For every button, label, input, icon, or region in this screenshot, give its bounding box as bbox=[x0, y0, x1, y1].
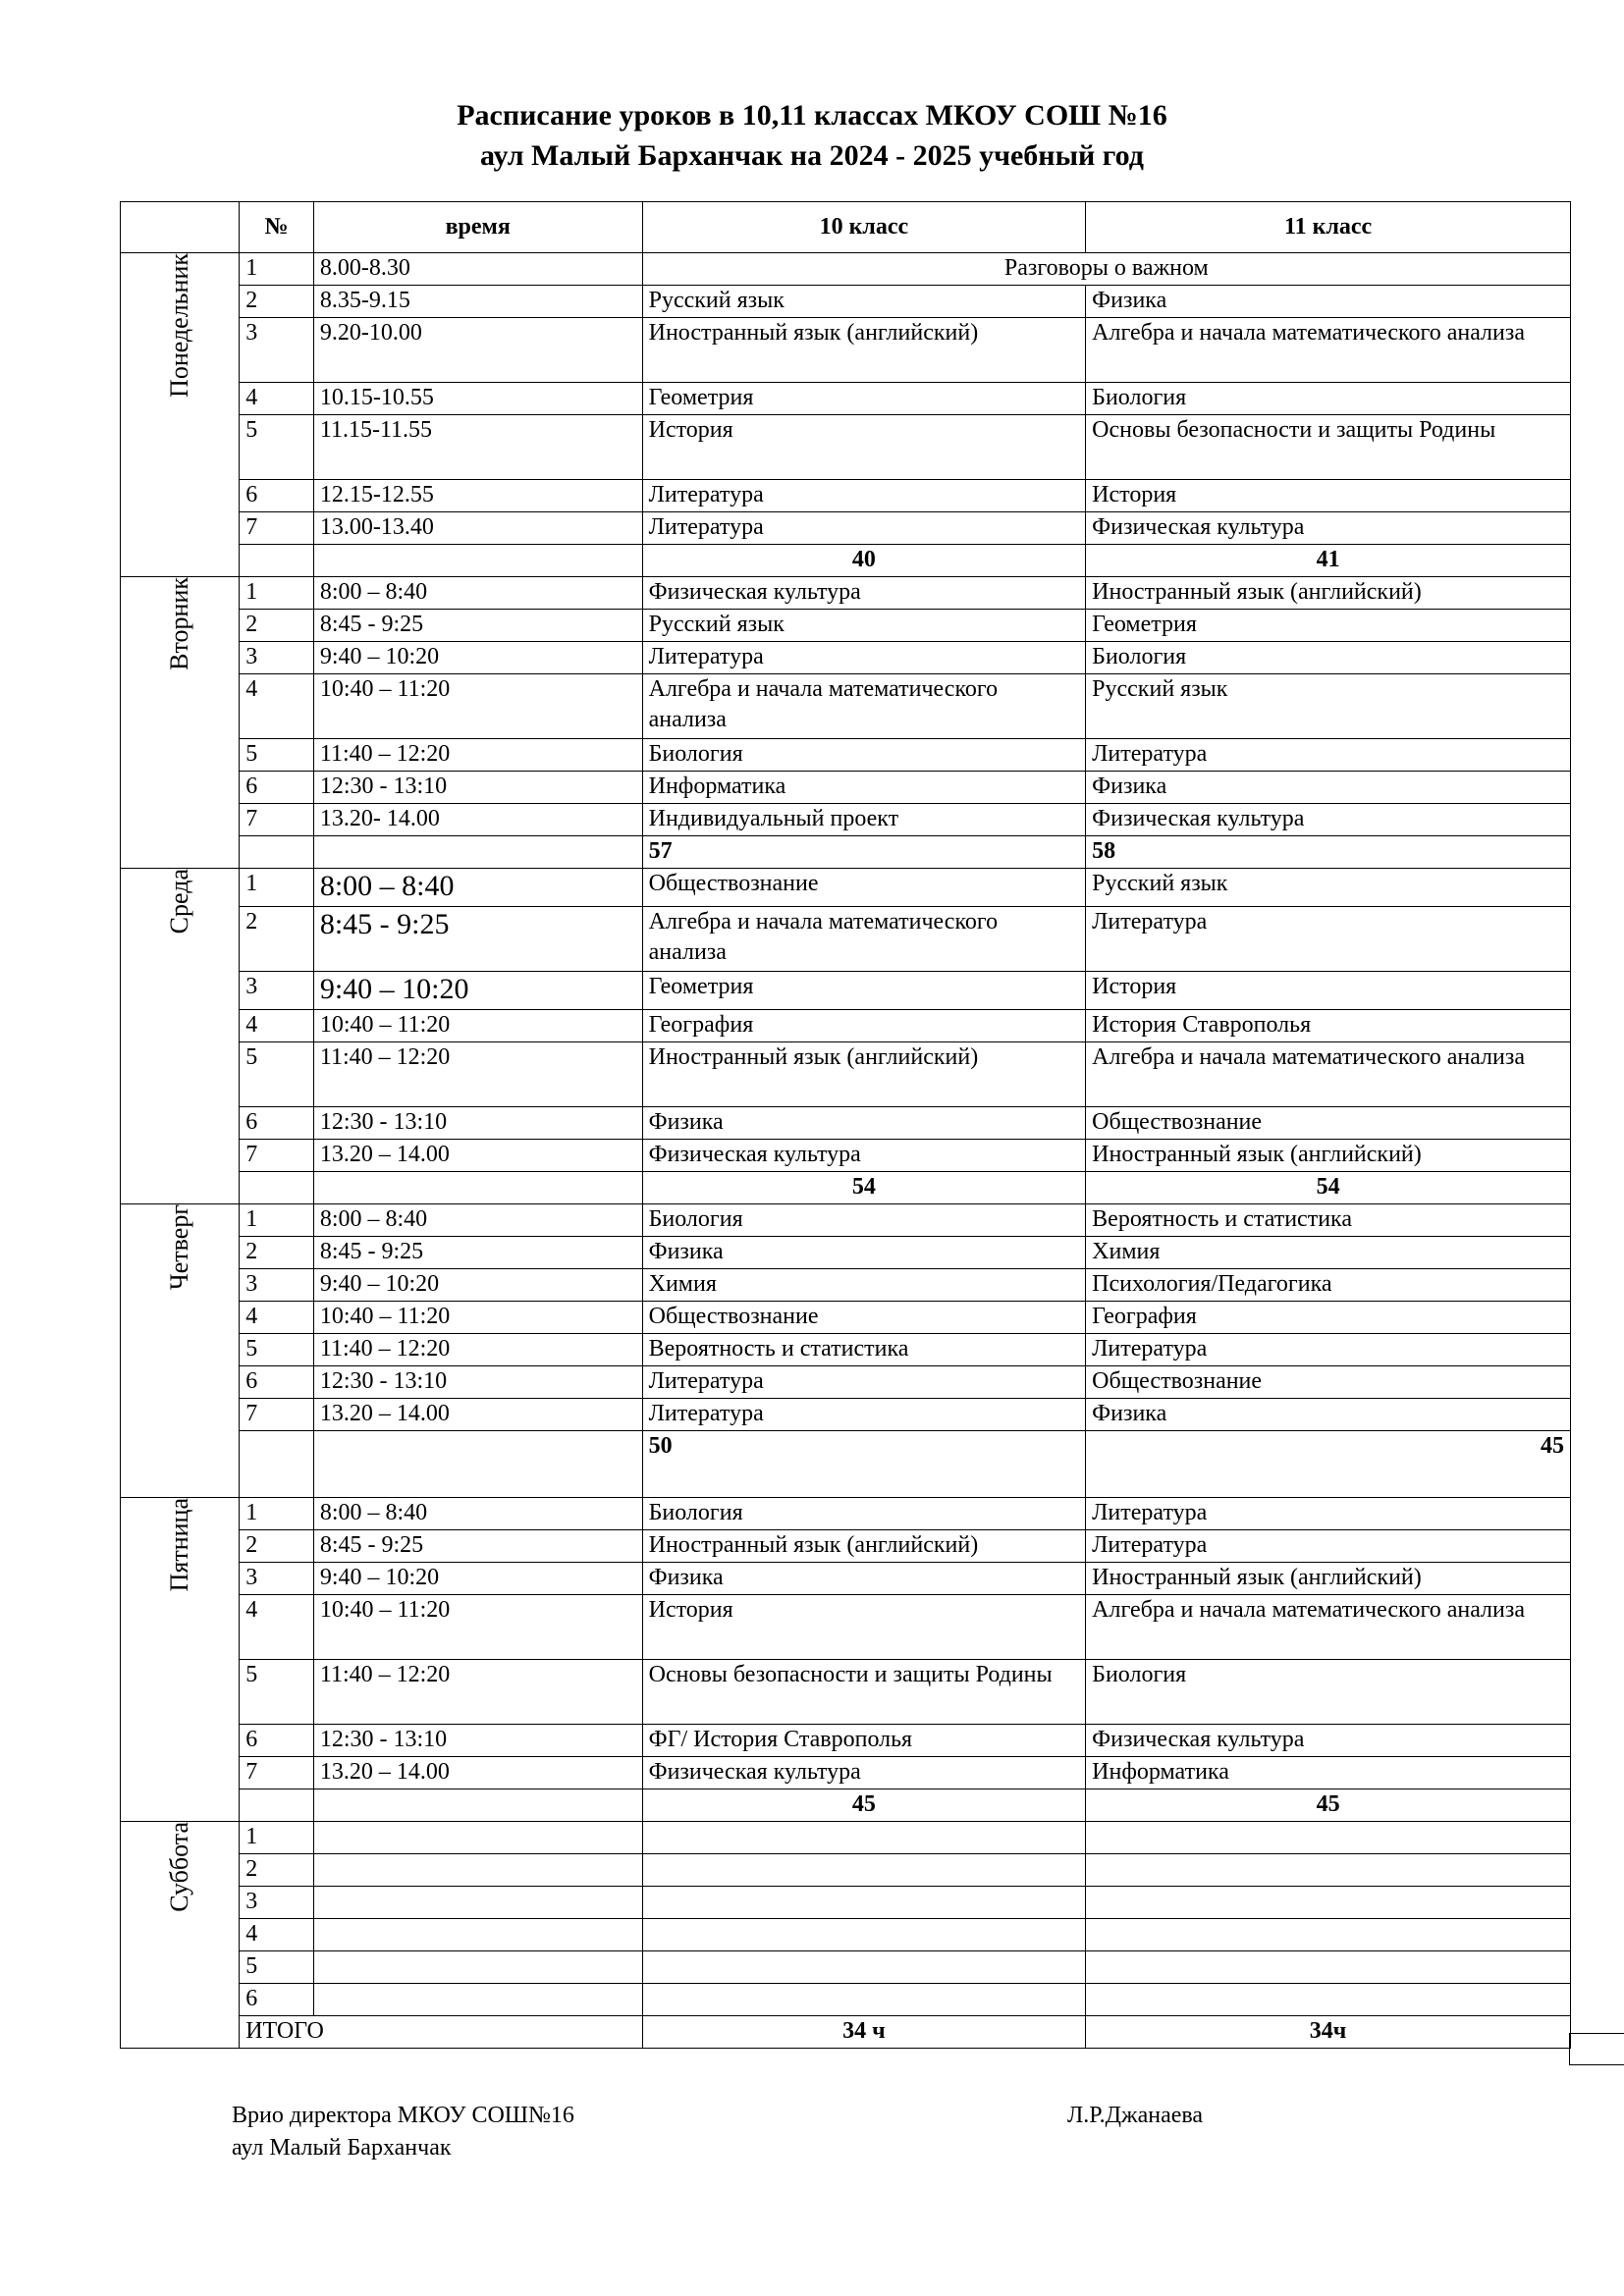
subject-class-11: Иностранный язык (английский) bbox=[1086, 1563, 1571, 1595]
subject-class-10: История bbox=[642, 415, 1086, 480]
empty-cell bbox=[1086, 1951, 1571, 1984]
subject-class-11: Литература bbox=[1086, 739, 1571, 772]
header-class-11: 11 класс bbox=[1086, 202, 1571, 253]
total-class-10: 40 bbox=[642, 545, 1086, 577]
subject-class-11: Биология bbox=[1086, 383, 1571, 415]
empty-cell bbox=[313, 1822, 642, 1854]
lesson-time: 9:40 – 10:20 bbox=[313, 1269, 642, 1302]
lesson-number: 2 bbox=[240, 1854, 314, 1887]
lesson-number: 4 bbox=[240, 1010, 314, 1042]
subject-class-11: Литература bbox=[1086, 907, 1571, 972]
total-row bbox=[121, 836, 1571, 869]
schedule-table bbox=[120, 201, 1571, 2049]
table-row bbox=[121, 1237, 1571, 1269]
subject-class-10: Биология bbox=[642, 1498, 1086, 1530]
subject-class-10: ФГ/ История Ставрополья bbox=[642, 1725, 1086, 1757]
joint-lesson: Разговоры о важном bbox=[642, 253, 1570, 286]
itogo-class-10: 34 ч bbox=[642, 2016, 1086, 2049]
lesson-time: 13.20 – 14.00 bbox=[313, 1399, 642, 1431]
signature-position-line-2: аул Малый Барханчак bbox=[232, 2135, 452, 2161]
lesson-number: 1 bbox=[240, 253, 314, 286]
subject-class-10: Информатика bbox=[642, 772, 1086, 804]
table-row bbox=[121, 1042, 1571, 1107]
lesson-time: 9:40 – 10:20 bbox=[313, 1563, 642, 1595]
lesson-number: 5 bbox=[240, 739, 314, 772]
table-row bbox=[121, 674, 1571, 739]
lesson-number: 6 bbox=[240, 772, 314, 804]
table-row bbox=[121, 610, 1571, 642]
table-row bbox=[121, 383, 1571, 415]
lesson-number: 1 bbox=[240, 1204, 314, 1237]
subject-class-10: Иностранный язык (английский) bbox=[642, 1530, 1086, 1563]
empty-cell bbox=[1086, 1984, 1571, 2016]
total-empty bbox=[240, 836, 314, 869]
itogo-row bbox=[121, 2016, 1571, 2049]
table-row bbox=[121, 1302, 1571, 1334]
subject-class-11: Информатика bbox=[1086, 1757, 1571, 1789]
empty-cell bbox=[642, 1919, 1086, 1951]
subject-class-10: Литература bbox=[642, 642, 1086, 674]
subject-class-10: Физика bbox=[642, 1563, 1086, 1595]
table-row bbox=[121, 642, 1571, 674]
lesson-number: 7 bbox=[240, 1757, 314, 1789]
lesson-number: 4 bbox=[240, 383, 314, 415]
subject-class-11: Алгебра и начала математического анализа bbox=[1086, 1595, 1571, 1660]
day-cell-friday bbox=[121, 1498, 240, 1822]
lesson-time: 10.15-10.55 bbox=[313, 383, 642, 415]
subject-class-11: Литература bbox=[1086, 1334, 1571, 1366]
lesson-time: 8:00 – 8:40 bbox=[313, 1204, 642, 1237]
header-class-10: 10 класс bbox=[642, 202, 1086, 253]
subject-class-11: История bbox=[1086, 480, 1571, 512]
table-row bbox=[121, 1269, 1571, 1302]
empty-cell bbox=[313, 1919, 642, 1951]
table-row bbox=[121, 1107, 1571, 1140]
stray-table-cell bbox=[1569, 2033, 1624, 2065]
lesson-number: 4 bbox=[240, 674, 314, 739]
subject-class-11: Алгебра и начала математического анализа bbox=[1086, 318, 1571, 383]
lesson-time: 12:30 - 13:10 bbox=[313, 1725, 642, 1757]
lesson-number: 3 bbox=[240, 1563, 314, 1595]
lesson-time: 9.20-10.00 bbox=[313, 318, 642, 383]
subject-class-10: Основы безопасности и защиты Родины bbox=[642, 1660, 1086, 1725]
table-row bbox=[121, 253, 1571, 286]
lesson-number: 5 bbox=[240, 415, 314, 480]
lesson-number: 2 bbox=[240, 610, 314, 642]
itogo-label: ИТОГО bbox=[240, 2016, 642, 2049]
lesson-number: 5 bbox=[240, 1951, 314, 1984]
total-class-11: 54 bbox=[1086, 1172, 1571, 1204]
subject-class-10: Литература bbox=[642, 512, 1086, 545]
subject-class-11: Биология bbox=[1086, 642, 1571, 674]
subject-class-11: География bbox=[1086, 1302, 1571, 1334]
total-empty bbox=[240, 1789, 314, 1822]
subject-class-11: Обществознание bbox=[1086, 1107, 1571, 1140]
subject-class-10: Иностранный язык (английский) bbox=[642, 318, 1086, 383]
day-label: Вторник bbox=[165, 577, 194, 670]
total-row bbox=[121, 545, 1571, 577]
table-row bbox=[121, 1366, 1571, 1399]
lesson-time: 13.00-13.40 bbox=[313, 512, 642, 545]
total-class-11: 45 bbox=[1086, 1789, 1571, 1822]
table-row bbox=[121, 415, 1571, 480]
lesson-number: 1 bbox=[240, 577, 314, 610]
subject-class-10: Русский язык bbox=[642, 286, 1086, 318]
table-row bbox=[121, 1660, 1571, 1725]
lesson-time: 11:40 – 12:20 bbox=[313, 1660, 642, 1725]
subject-class-11: Биология bbox=[1086, 1660, 1571, 1725]
total-empty bbox=[313, 1789, 642, 1822]
empty-cell bbox=[1086, 1887, 1571, 1919]
table-row bbox=[121, 739, 1571, 772]
lesson-time: 12.15-12.55 bbox=[313, 480, 642, 512]
lesson-time: 13.20 – 14.00 bbox=[313, 1140, 642, 1172]
total-empty bbox=[313, 836, 642, 869]
title-line-1: Расписание уроков в 10,11 классах МКОУ СОШ №16 bbox=[457, 99, 1167, 132]
total-row bbox=[121, 1431, 1571, 1498]
empty-cell bbox=[1086, 1919, 1571, 1951]
header-empty-cell bbox=[121, 202, 240, 253]
subject-class-11: Физика bbox=[1086, 286, 1571, 318]
subject-class-10: Литература bbox=[642, 1366, 1086, 1399]
empty-cell bbox=[313, 1854, 642, 1887]
header-num: № bbox=[240, 202, 314, 253]
empty-cell bbox=[313, 1887, 642, 1919]
lesson-time: 9:40 – 10:20 bbox=[313, 972, 642, 1010]
subject-class-10: Русский язык bbox=[642, 610, 1086, 642]
table-row bbox=[121, 577, 1571, 610]
subject-class-10: Физическая культура bbox=[642, 577, 1086, 610]
lesson-time: 11:40 – 12:20 bbox=[313, 1334, 642, 1366]
header-time: время bbox=[313, 202, 642, 253]
subject-class-10: Геометрия bbox=[642, 972, 1086, 1010]
empty-cell bbox=[1086, 1854, 1571, 1887]
lesson-number: 7 bbox=[240, 804, 314, 836]
lesson-number: 5 bbox=[240, 1660, 314, 1725]
table-row bbox=[121, 1887, 1571, 1919]
table-row bbox=[121, 1951, 1571, 1984]
subject-class-10: Биология bbox=[642, 739, 1086, 772]
total-class-10: 50 bbox=[642, 1431, 1086, 1498]
subject-class-11: Физическая культура bbox=[1086, 804, 1571, 836]
lesson-number: 7 bbox=[240, 512, 314, 545]
table-row bbox=[121, 1563, 1571, 1595]
table-row bbox=[121, 1498, 1571, 1530]
lesson-number: 4 bbox=[240, 1919, 314, 1951]
lesson-time: 11.15-11.55 bbox=[313, 415, 642, 480]
subject-class-10: История bbox=[642, 1595, 1086, 1660]
lesson-time: 13.20 – 14.00 bbox=[313, 1757, 642, 1789]
lesson-number: 6 bbox=[240, 1107, 314, 1140]
subject-class-11: История Ставрополья bbox=[1086, 1010, 1571, 1042]
subject-class-10: Геометрия bbox=[642, 383, 1086, 415]
lesson-number: 1 bbox=[240, 869, 314, 907]
total-empty bbox=[313, 1431, 642, 1498]
table-row bbox=[121, 1725, 1571, 1757]
subject-class-11: Иностранный язык (английский) bbox=[1086, 1140, 1571, 1172]
table-row bbox=[121, 1334, 1571, 1366]
day-cell-saturday bbox=[121, 1822, 240, 2049]
lesson-number: 1 bbox=[240, 1822, 314, 1854]
subject-class-11: Литература bbox=[1086, 1498, 1571, 1530]
lesson-number: 3 bbox=[240, 1269, 314, 1302]
subject-class-11: Психология/Педагогика bbox=[1086, 1269, 1571, 1302]
subject-class-11: Геометрия bbox=[1086, 610, 1571, 642]
empty-cell bbox=[642, 1951, 1086, 1984]
day-label: Четверг bbox=[165, 1204, 194, 1291]
lesson-number: 6 bbox=[240, 1725, 314, 1757]
day-cell-tuesday bbox=[121, 577, 240, 869]
lesson-time: 11:40 – 12:20 bbox=[313, 1042, 642, 1107]
day-cell-thursday bbox=[121, 1204, 240, 1498]
lesson-time: 8:00 – 8:40 bbox=[313, 577, 642, 610]
lesson-number: 1 bbox=[240, 1498, 314, 1530]
lesson-time: 11:40 – 12:20 bbox=[313, 739, 642, 772]
lesson-number: 6 bbox=[240, 480, 314, 512]
lesson-number: 3 bbox=[240, 1887, 314, 1919]
lesson-number: 6 bbox=[240, 1366, 314, 1399]
total-class-10: 45 bbox=[642, 1789, 1086, 1822]
lesson-time: 12:30 - 13:10 bbox=[313, 772, 642, 804]
total-class-10: 57 bbox=[642, 836, 1086, 869]
table-row bbox=[121, 286, 1571, 318]
subject-class-10: Литература bbox=[642, 480, 1086, 512]
lesson-number: 4 bbox=[240, 1595, 314, 1660]
table-row bbox=[121, 1919, 1571, 1951]
subject-class-10: Физическая культура bbox=[642, 1140, 1086, 1172]
empty-cell bbox=[642, 1822, 1086, 1854]
document-title bbox=[0, 95, 1624, 176]
total-row bbox=[121, 1789, 1571, 1822]
lesson-time: 8:45 - 9:25 bbox=[313, 1237, 642, 1269]
day-cell-monday bbox=[121, 253, 240, 577]
subject-class-10: Литература bbox=[642, 1399, 1086, 1431]
subject-class-11: Вероятность и статистика bbox=[1086, 1204, 1571, 1237]
table-row bbox=[121, 1140, 1571, 1172]
subject-class-10: Физика bbox=[642, 1237, 1086, 1269]
lesson-time: 13.20- 14.00 bbox=[313, 804, 642, 836]
subject-class-10: Индивидуальный проект bbox=[642, 804, 1086, 836]
total-class-10: 54 bbox=[642, 1172, 1086, 1204]
lesson-time: 8:45 - 9:25 bbox=[313, 610, 642, 642]
table-row bbox=[121, 869, 1571, 907]
empty-cell bbox=[1086, 1822, 1571, 1854]
subject-class-11: Физика bbox=[1086, 1399, 1571, 1431]
table-row bbox=[121, 1530, 1571, 1563]
lesson-time: 10:40 – 11:20 bbox=[313, 1302, 642, 1334]
lesson-time: 12:30 - 13:10 bbox=[313, 1107, 642, 1140]
lesson-time: 8:00 – 8:40 bbox=[313, 1498, 642, 1530]
lesson-number: 7 bbox=[240, 1399, 314, 1431]
subject-class-11: Физическая культура bbox=[1086, 1725, 1571, 1757]
total-empty bbox=[313, 545, 642, 577]
subject-class-11: Алгебра и начала математического анализа bbox=[1086, 1042, 1571, 1107]
table-row bbox=[121, 512, 1571, 545]
lesson-number: 5 bbox=[240, 1334, 314, 1366]
total-class-11: 58 bbox=[1086, 836, 1571, 869]
subject-class-10: География bbox=[642, 1010, 1086, 1042]
lesson-time: 9:40 – 10:20 bbox=[313, 642, 642, 674]
table-row bbox=[121, 480, 1571, 512]
signature-name: Л.Р.Джанаева bbox=[1067, 2103, 1204, 2128]
title-line-2: аул Малый Барханчак на 2024 - 2025 учебный год bbox=[480, 139, 1144, 172]
total-empty bbox=[313, 1172, 642, 1204]
empty-cell bbox=[642, 1984, 1086, 2016]
signature-position-line-1: Врио директора МКОУ СОШ№16 bbox=[232, 2103, 574, 2128]
subject-class-10: Иностранный язык (английский) bbox=[642, 1042, 1086, 1107]
day-label: Среда bbox=[165, 869, 194, 934]
table-row bbox=[121, 318, 1571, 383]
day-label: Пятница bbox=[165, 1498, 194, 1592]
empty-cell bbox=[313, 1984, 642, 2016]
lesson-number: 2 bbox=[240, 907, 314, 972]
lesson-number: 5 bbox=[240, 1042, 314, 1107]
subject-class-11: Иностранный язык (английский) bbox=[1086, 577, 1571, 610]
subject-class-11: История bbox=[1086, 972, 1571, 1010]
total-empty bbox=[240, 1431, 314, 1498]
table-row bbox=[121, 1757, 1571, 1789]
lesson-time: 12:30 - 13:10 bbox=[313, 1366, 642, 1399]
subject-class-10: Биология bbox=[642, 1204, 1086, 1237]
table-row bbox=[121, 1822, 1571, 1854]
table-row bbox=[121, 907, 1571, 972]
empty-cell bbox=[642, 1887, 1086, 1919]
lesson-number: 2 bbox=[240, 1237, 314, 1269]
lesson-number: 3 bbox=[240, 318, 314, 383]
subject-class-10: Алгебра и начала математического анализа bbox=[642, 674, 1086, 739]
subject-class-11: Обществознание bbox=[1086, 1366, 1571, 1399]
table-row bbox=[121, 1984, 1571, 2016]
lesson-number: 2 bbox=[240, 286, 314, 318]
empty-cell bbox=[642, 1854, 1086, 1887]
day-label: Понедельник bbox=[165, 253, 194, 398]
subject-class-10: Физика bbox=[642, 1107, 1086, 1140]
total-empty bbox=[240, 1172, 314, 1204]
total-class-11: 41 bbox=[1086, 545, 1571, 577]
total-empty bbox=[240, 545, 314, 577]
signature-position bbox=[232, 2100, 574, 2164]
subject-class-10: Обществознание bbox=[642, 869, 1086, 907]
total-row bbox=[121, 1172, 1571, 1204]
lesson-number: 2 bbox=[240, 1530, 314, 1563]
lesson-time: 10:40 – 11:20 bbox=[313, 674, 642, 739]
table-row bbox=[121, 1204, 1571, 1237]
lesson-time: 8:00 – 8:40 bbox=[313, 869, 642, 907]
table-row bbox=[121, 1595, 1571, 1660]
table-row bbox=[121, 804, 1571, 836]
subject-class-11: Основы безопасности и защиты Родины bbox=[1086, 415, 1571, 480]
table-row bbox=[121, 1399, 1571, 1431]
subject-class-11: Русский язык bbox=[1086, 674, 1571, 739]
header-row bbox=[121, 202, 1571, 253]
lesson-time: 10:40 – 11:20 bbox=[313, 1595, 642, 1660]
lesson-number: 3 bbox=[240, 642, 314, 674]
lesson-number: 4 bbox=[240, 1302, 314, 1334]
empty-cell bbox=[313, 1951, 642, 1984]
subject-class-11: Литература bbox=[1086, 1530, 1571, 1563]
table-row bbox=[121, 972, 1571, 1010]
lesson-number: 6 bbox=[240, 1984, 314, 2016]
day-label: Суббота bbox=[165, 1822, 194, 1912]
subject-class-10: Вероятность и статистика bbox=[642, 1334, 1086, 1366]
lesson-number: 3 bbox=[240, 972, 314, 1010]
itogo-class-11: 34ч bbox=[1086, 2016, 1571, 2049]
lesson-time: 8.00-8.30 bbox=[313, 253, 642, 286]
lesson-number: 7 bbox=[240, 1140, 314, 1172]
total-class-11: 45 bbox=[1086, 1431, 1571, 1498]
lesson-time: 8:45 - 9:25 bbox=[313, 1530, 642, 1563]
subject-class-11: Физика bbox=[1086, 772, 1571, 804]
lesson-time: 8.35-9.15 bbox=[313, 286, 642, 318]
lesson-time: 10:40 – 11:20 bbox=[313, 1010, 642, 1042]
subject-class-11: Физическая культура bbox=[1086, 512, 1571, 545]
day-cell-wednesday bbox=[121, 869, 240, 1204]
table-row bbox=[121, 772, 1571, 804]
table-row bbox=[121, 1854, 1571, 1887]
subject-class-10: Химия bbox=[642, 1269, 1086, 1302]
subject-class-10: Алгебра и начала математического анализа bbox=[642, 907, 1086, 972]
lesson-time: 8:45 - 9:25 bbox=[313, 907, 642, 972]
table-row bbox=[121, 1010, 1571, 1042]
subject-class-10: Физическая культура bbox=[642, 1757, 1086, 1789]
subject-class-11: Химия bbox=[1086, 1237, 1571, 1269]
subject-class-10: Обществознание bbox=[642, 1302, 1086, 1334]
subject-class-11: Русский язык bbox=[1086, 869, 1571, 907]
